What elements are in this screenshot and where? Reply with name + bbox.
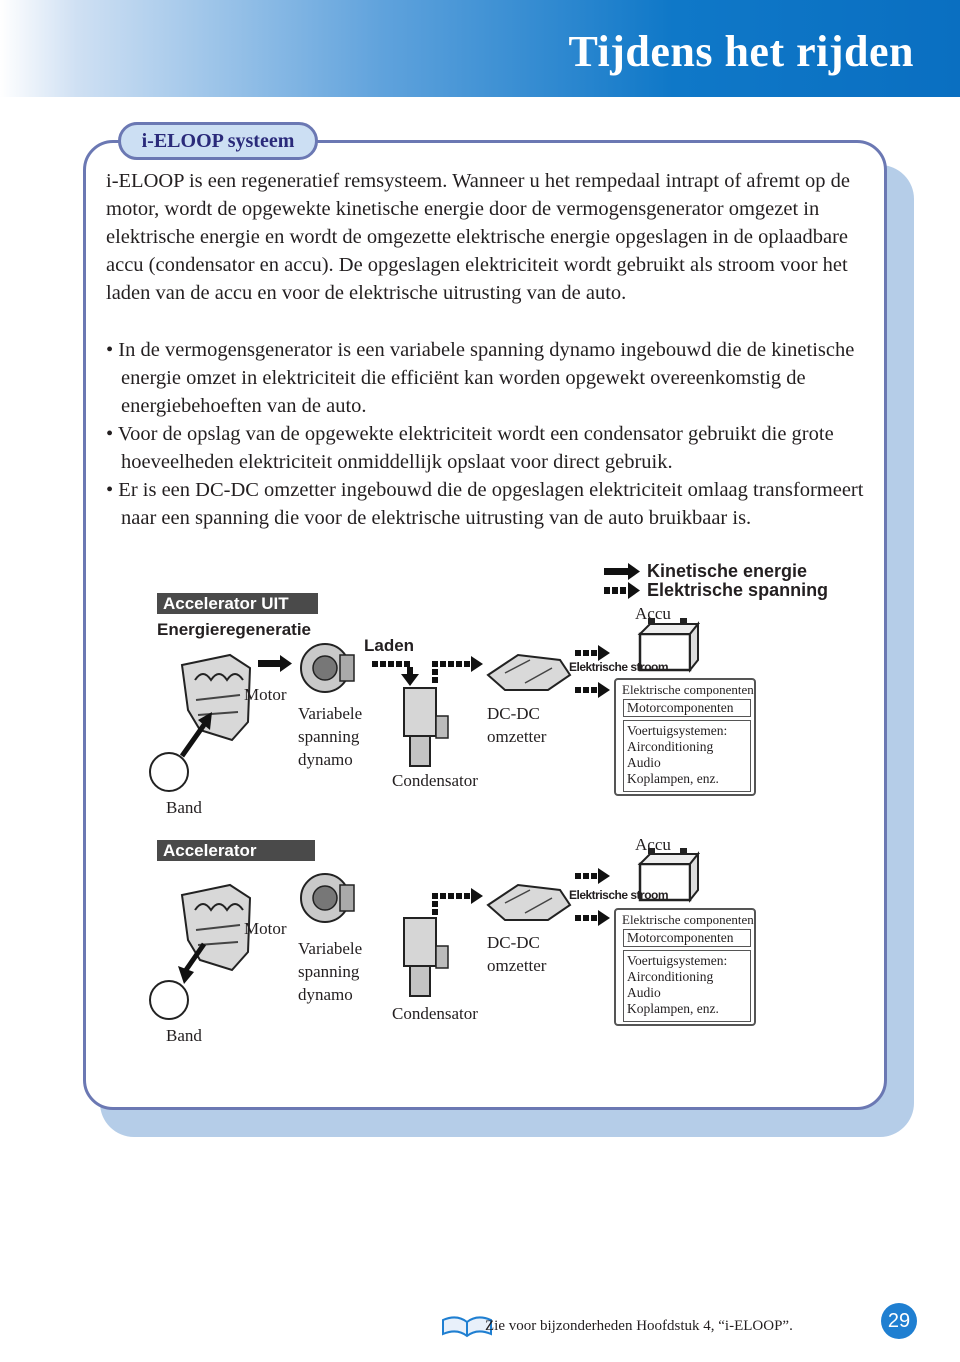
systems-line: Audio — [627, 985, 661, 1000]
band-label: Band — [166, 1026, 202, 1045]
systems-line: Voertuigsystemen: — [627, 723, 728, 738]
condensator-label: Condensator — [392, 1004, 478, 1023]
motor-label: Motor — [244, 685, 287, 704]
bullet-item: • Er is een DC-DC omzetter ingebouwd die de opgeslagen elektriciteit omlaag transformeert naar een spanning die voor de elektrische uitrusting van de auto bruikbaar is. — [106, 479, 864, 529]
page-title: Tijdens het rijden — [568, 27, 914, 76]
dynamo-label-line: dynamo — [298, 750, 353, 769]
legend-electric: Elektrische spanning — [647, 580, 829, 600]
motor-components: Motorcomponenten — [623, 699, 751, 717]
flow-label: Elektrische stroom — [569, 888, 669, 902]
dcdc-converter-icon — [488, 655, 570, 690]
systems-line: Voertuigsystemen: — [627, 953, 728, 968]
dcdc-label-line: DC-DC — [487, 704, 540, 723]
dynamo-label-line: Variabele — [298, 939, 363, 958]
components-box — [614, 908, 756, 1026]
accu-label: Accu — [635, 835, 671, 854]
dynamo-icon — [301, 874, 354, 922]
band-pulley-icon — [150, 981, 188, 1019]
footer-reference: Zie voor bijzonderheden Hoofdstuk 4, “i-ELOOP”. — [485, 1318, 793, 1334]
kinetic-arrow-icon — [258, 655, 292, 672]
dcdc-converter-icon — [488, 885, 570, 920]
dcdc-label-line: omzetter — [487, 956, 547, 975]
systems-line: Audio — [627, 755, 661, 770]
dynamo-icon — [301, 644, 354, 692]
systems-line: Koplampen, enz. — [627, 1001, 719, 1016]
systems-line: Koplampen, enz. — [627, 771, 719, 786]
vehicle-systems — [623, 950, 751, 1022]
systems-line: Airconditioning — [627, 969, 714, 984]
dynamo-label-line: dynamo — [298, 985, 353, 1004]
components-box — [614, 678, 756, 796]
legend-solid-arrow-icon — [604, 563, 640, 580]
flow-label: Elektrische stroom — [569, 660, 669, 674]
condensator-label: Condensator — [392, 771, 478, 790]
discharge-arrow-icon — [432, 888, 483, 915]
mode-bar: Accelerator UIT — [157, 593, 318, 614]
condensator-icon — [404, 918, 448, 996]
dynamo-label-line: spanning — [298, 727, 360, 746]
dynamo-label-line: spanning — [298, 962, 360, 981]
dynamo-label-line: Variabele — [298, 704, 363, 723]
bullet-item: • Voor de opslag van de opgewekte elektriciteit wordt een condensator gebruikt die grote hoeveelheden elektriciteit onmiddellijk opslaat voor direct gebruik. — [106, 423, 834, 473]
intro-paragraph: i-ELOOP is een regeneratief remsysteem. Wanneer u het rempedaal intrapt of afremt op de motor, wordt de opgewekte kinetische energie door de vermogensgenerator omgezet in elektrische energie en wordt de omgezette elektrische energie opgeslagen in de oplaadbare accu (condensator en accu). De opgeslagen elektriciteit wordt gebruikt als stroom voor het laden van de accu en voor de elektrische uitrusting van de auto. — [106, 170, 851, 304]
motor-label: Motor — [244, 919, 287, 938]
motor-components: Motorcomponenten — [623, 929, 751, 947]
accu-label: Accu — [635, 604, 671, 623]
dcdc-label-line: omzetter — [487, 727, 547, 746]
systems-line: Airconditioning — [627, 739, 714, 754]
section-tab: i-ELOOP systeem — [118, 122, 318, 160]
charge-arrow-icon — [372, 656, 483, 686]
band-arrow-icon — [182, 722, 206, 756]
charge-label: Laden — [364, 636, 415, 655]
book-icon — [443, 1317, 491, 1336]
components-title: Elektrische componenten — [622, 682, 754, 697]
engine-icon — [182, 655, 250, 740]
band-label: Band — [166, 798, 202, 817]
page-number: 29 — [881, 1303, 917, 1339]
band-pulley-icon — [150, 753, 188, 791]
dcdc-label-line: DC-DC — [487, 933, 540, 952]
condensator-icon — [404, 688, 448, 766]
vehicle-systems — [623, 720, 751, 792]
legend-kinetic: Kinetische energie — [647, 561, 808, 581]
mode-bar: Accelerator — [157, 840, 315, 861]
legend-dashed-arrow-icon — [604, 582, 640, 599]
components-title: Elektrische componenten — [622, 912, 754, 927]
mode-subtitle: Energieregeneratie — [157, 620, 312, 639]
bullet-item: • In de vermogensgenerator is een variabele spanning dynamo ingebouwd die de kinetische energie omzet in elektriciteit die efficiënt kan worden opgewekt overeenkomstig de energiebehoeften van de auto. — [106, 339, 855, 417]
